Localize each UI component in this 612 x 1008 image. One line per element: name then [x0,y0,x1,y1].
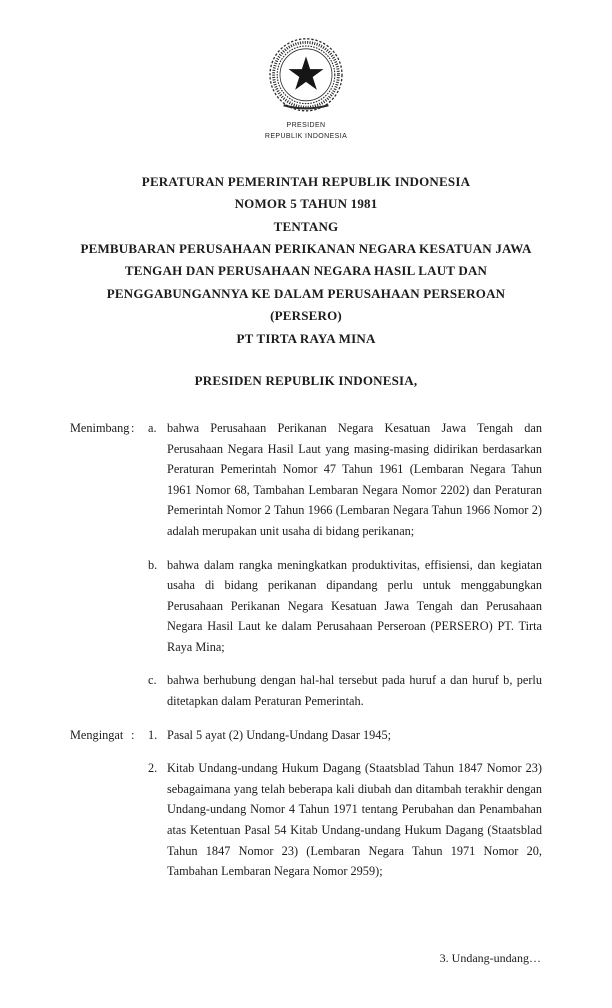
title-line-subject-1: PEMBUBARAN PERUSAHAAN PERIKANAN NEGARA KESATUAN JAWA [80,240,532,256]
title-line-subject-4: PT TIRTA RAYA MINA [236,330,376,346]
page-catchword: 3. Undang-undang… [439,951,541,965]
title-line-nomor: NOMOR 5 TAHUN 1981 [234,196,378,212]
section-colon: : [131,727,135,742]
item-text: bahwa berhubung dengan hal-hal tersebut pada huruf a dan huruf b, perlu ditetapkan dalam Peraturan Pemerintah. [167,673,542,709]
item-text: Kitab Undang-undang Hukum Dagang (Staatsblad Tahun 1847 Nomor 23) sebagaimana yang telah beberapa kali diubah dan ditambah terakhir dengan Undang-undang Nomor 4 Tahun 1971 tentang Perubahan dan Penambahan atas Ketentuan Pasal 54 Kitab Undang-undang Hukum Dagang (Staatsblad Tahun 1847 Nomor 23) (Lembaran Negara Tahun 1971 Nomor 20, Tambahan Lembaran Negara Nomor 2959); [167,761,542,879]
title-line-subject-3: PENGGABUNGANNYA KE DALAM PERUSAHAAN PERSEROAN (PERSERO) [106,285,506,324]
item-marker: b. [148,557,158,572]
list-item [148,725,542,746]
item-marker: 1. [148,727,158,742]
item-marker: 2. [148,761,158,776]
list-item [148,758,542,882]
list-item [148,670,542,711]
section-colon: : [131,420,135,435]
section-mengingat [70,725,542,895]
item-marker: c. [148,673,157,688]
title-line-subject-2: TENGAH DAN PERUSAHAAN NEGARA HASIL LAUT DAN [124,263,488,279]
section-menimbang [70,418,542,725]
item-text: Pasal 5 ayat (2) Undang-Undang Dasar 1945; [167,727,392,742]
item-marker: a. [148,420,157,435]
section-label: Menimbang [70,420,130,435]
letterhead [70,38,542,143]
item-text: bahwa Perusahaan Perikanan Negara Kesatuan Jawa Tengah dan Perusahaan Negara Hasil Laut yang masing-masing didirikan berdasarkan Peraturan Pemerintah Nomor 47 Tahun 1961 (Lembaran Negara Tahun 1961 Nomor 68, Tambahan Lembaran Negara Nomor 2202) dan Peraturan Pemerintah Nomor 2 Tahun 1966 (Lembaran Negara Tahun 1966 Nomor 2) adalah merupakan unit usaha di bidang perikanan; [167,420,542,538]
list-item [148,555,542,658]
item-text: bahwa dalam rangka meningkatkan produktivitas, effisiensi, dan kegiatan usaha di bidang perikanan dipandang perlu untuk menggabungkan Perusahaan Perikanan Negara Kesatuan Jawa Tengah dan Perusahaan Negara Hasil Laut ke dalam Perusahaan Perseroan (PERSERO) PT. Tirta Raya Mina; [167,557,542,654]
document-body [70,418,542,895]
presidential-seal-icon [70,38,542,118]
list-item [148,418,542,542]
title-block [70,171,542,350]
letterhead-presiden: PRESIDEN [286,122,326,129]
title-line-tentang: TENTANG [273,218,339,234]
section-label: Mengingat [70,727,124,742]
letterhead-text [70,121,542,143]
section-items [148,725,542,895]
salutation: PRESIDEN REPUBLIK INDONESIA, [194,372,418,388]
section-items [148,418,542,725]
letterhead-republik-indonesia: REPUBLIK INDONESIA [264,132,348,140]
title-line-peraturan: PERATURAN PEMERINTAH REPUBLIK INDONESIA [141,173,471,189]
